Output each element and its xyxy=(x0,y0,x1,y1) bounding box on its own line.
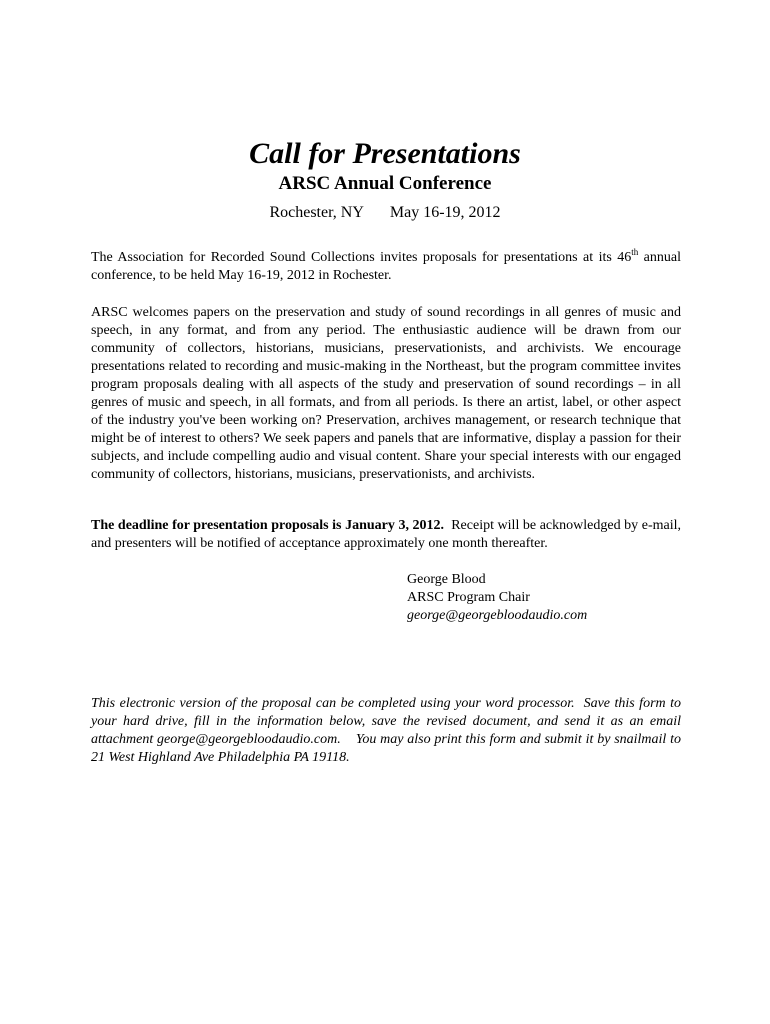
instructions-paragraph: This electronic version of the proposal can be completed using your word processor. Save this form to your hard drive, fill in the information below, save the revised document, and send it as an email attachment george@georgebloodaudio.com. You may also print this form and submit it by snailmail to 21 West Highland Ave Philadelphia PA 19118. xyxy=(91,696,685,765)
conference-dates: May 16-19, 2012 xyxy=(389,204,501,221)
conference-location: Rochester, NY xyxy=(269,204,364,221)
page-title: Call for Presentations xyxy=(249,137,521,170)
signature-role: ARSC Program Chair xyxy=(407,590,530,605)
intro-paragraph xyxy=(91,249,681,285)
signature-block xyxy=(407,571,587,625)
deadline-paragraph xyxy=(91,517,685,553)
deadline-details: Receipt will be acknowledged by e-mail, and presenters will be notified of acceptance approximately one month thereafter. xyxy=(91,518,685,551)
deadline-statement: The deadline for presentation proposals is January 3, 2012. xyxy=(91,518,445,533)
ordinal-suffix: th xyxy=(631,247,639,257)
location-date-line xyxy=(0,202,770,224)
intro-text-before: The Association for Recorded Sound Collections invites proposals for presentations at its 46 xyxy=(91,250,632,265)
signature-name: George Blood xyxy=(407,572,486,587)
signature-email: george@georgebloodaudio.com xyxy=(407,608,588,623)
welcome-paragraph: ARSC welcomes papers on the preservation and study of sound recordings in all genres of music and speech, in any format, and from any period. The enthusiastic audience will be drawn from our community of collectors, historians, musicians, preservationists, and archivists. We encourage presentations related to recording and music-making in the Northeast, but the program committee invites program proposals dealing with all aspects of the study and preservation of sound recordings – in all genres of music and speech, in all formats, and from all periods. Is there an artist, label, or other aspect of the industry you've been working on? Preservation, archives management, or research technique that might be of interest to others? We seek papers and panels that are informative, display a passion for their subjects, and include compelling audio and visual content. Share your special interests with our engaged community of collectors, historians, musicians, preservationists, and archivists. xyxy=(91,305,681,482)
conference-subtitle: ARSC Annual Conference xyxy=(278,173,492,194)
intro-text-after: annual conference, to be held May 16-19, 2012 in Rochester. xyxy=(91,250,681,283)
